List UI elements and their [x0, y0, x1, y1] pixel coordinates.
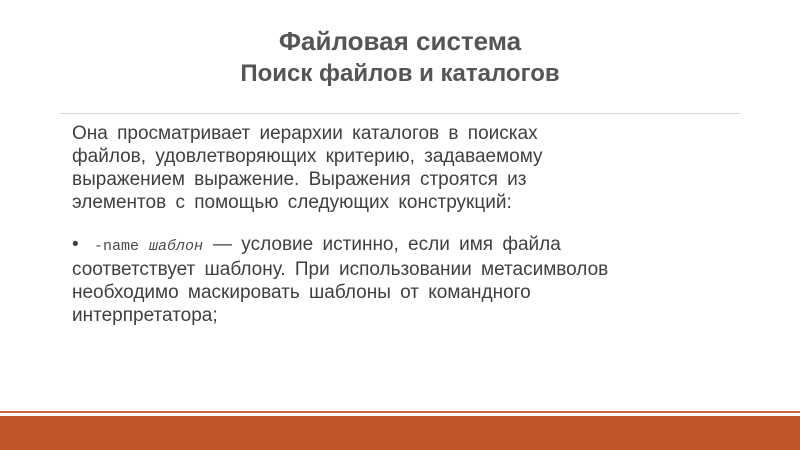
paragraph-line: элементов с помощью следующих конструкций: [72, 192, 512, 213]
option-argument: шаблон [149, 238, 204, 255]
paragraph-line: Она просматривает иерархии каталогов в поисках [72, 123, 538, 144]
slide-title: Файловая система [278, 26, 522, 56]
paragraph-line: выражением выражение. Выражения строятся из [72, 169, 527, 190]
bullet-marker: • [72, 234, 79, 255]
option-name: -name [94, 238, 140, 255]
bullet-line: соответствует шаблону. При использовании метасимволов [72, 259, 609, 280]
title-divider [60, 113, 740, 114]
bullet-text: — условие истинно, если имя файла [213, 234, 561, 255]
paragraph-line: файлов, удовлетворяющих критерию, задаваемому [72, 146, 543, 167]
description-paragraph [72, 122, 732, 214]
footer-accent-line [0, 411, 800, 413]
bullet-line: необходимо маскировать шаблоны от командного [72, 282, 531, 303]
slide-subtitle: Поиск файлов и каталогов [240, 60, 560, 87]
bullet-item-name [72, 233, 732, 327]
bullet-line: интерпретатора; [72, 305, 218, 326]
footer-accent-bar [0, 416, 800, 450]
bullet-first-line [72, 233, 732, 258]
